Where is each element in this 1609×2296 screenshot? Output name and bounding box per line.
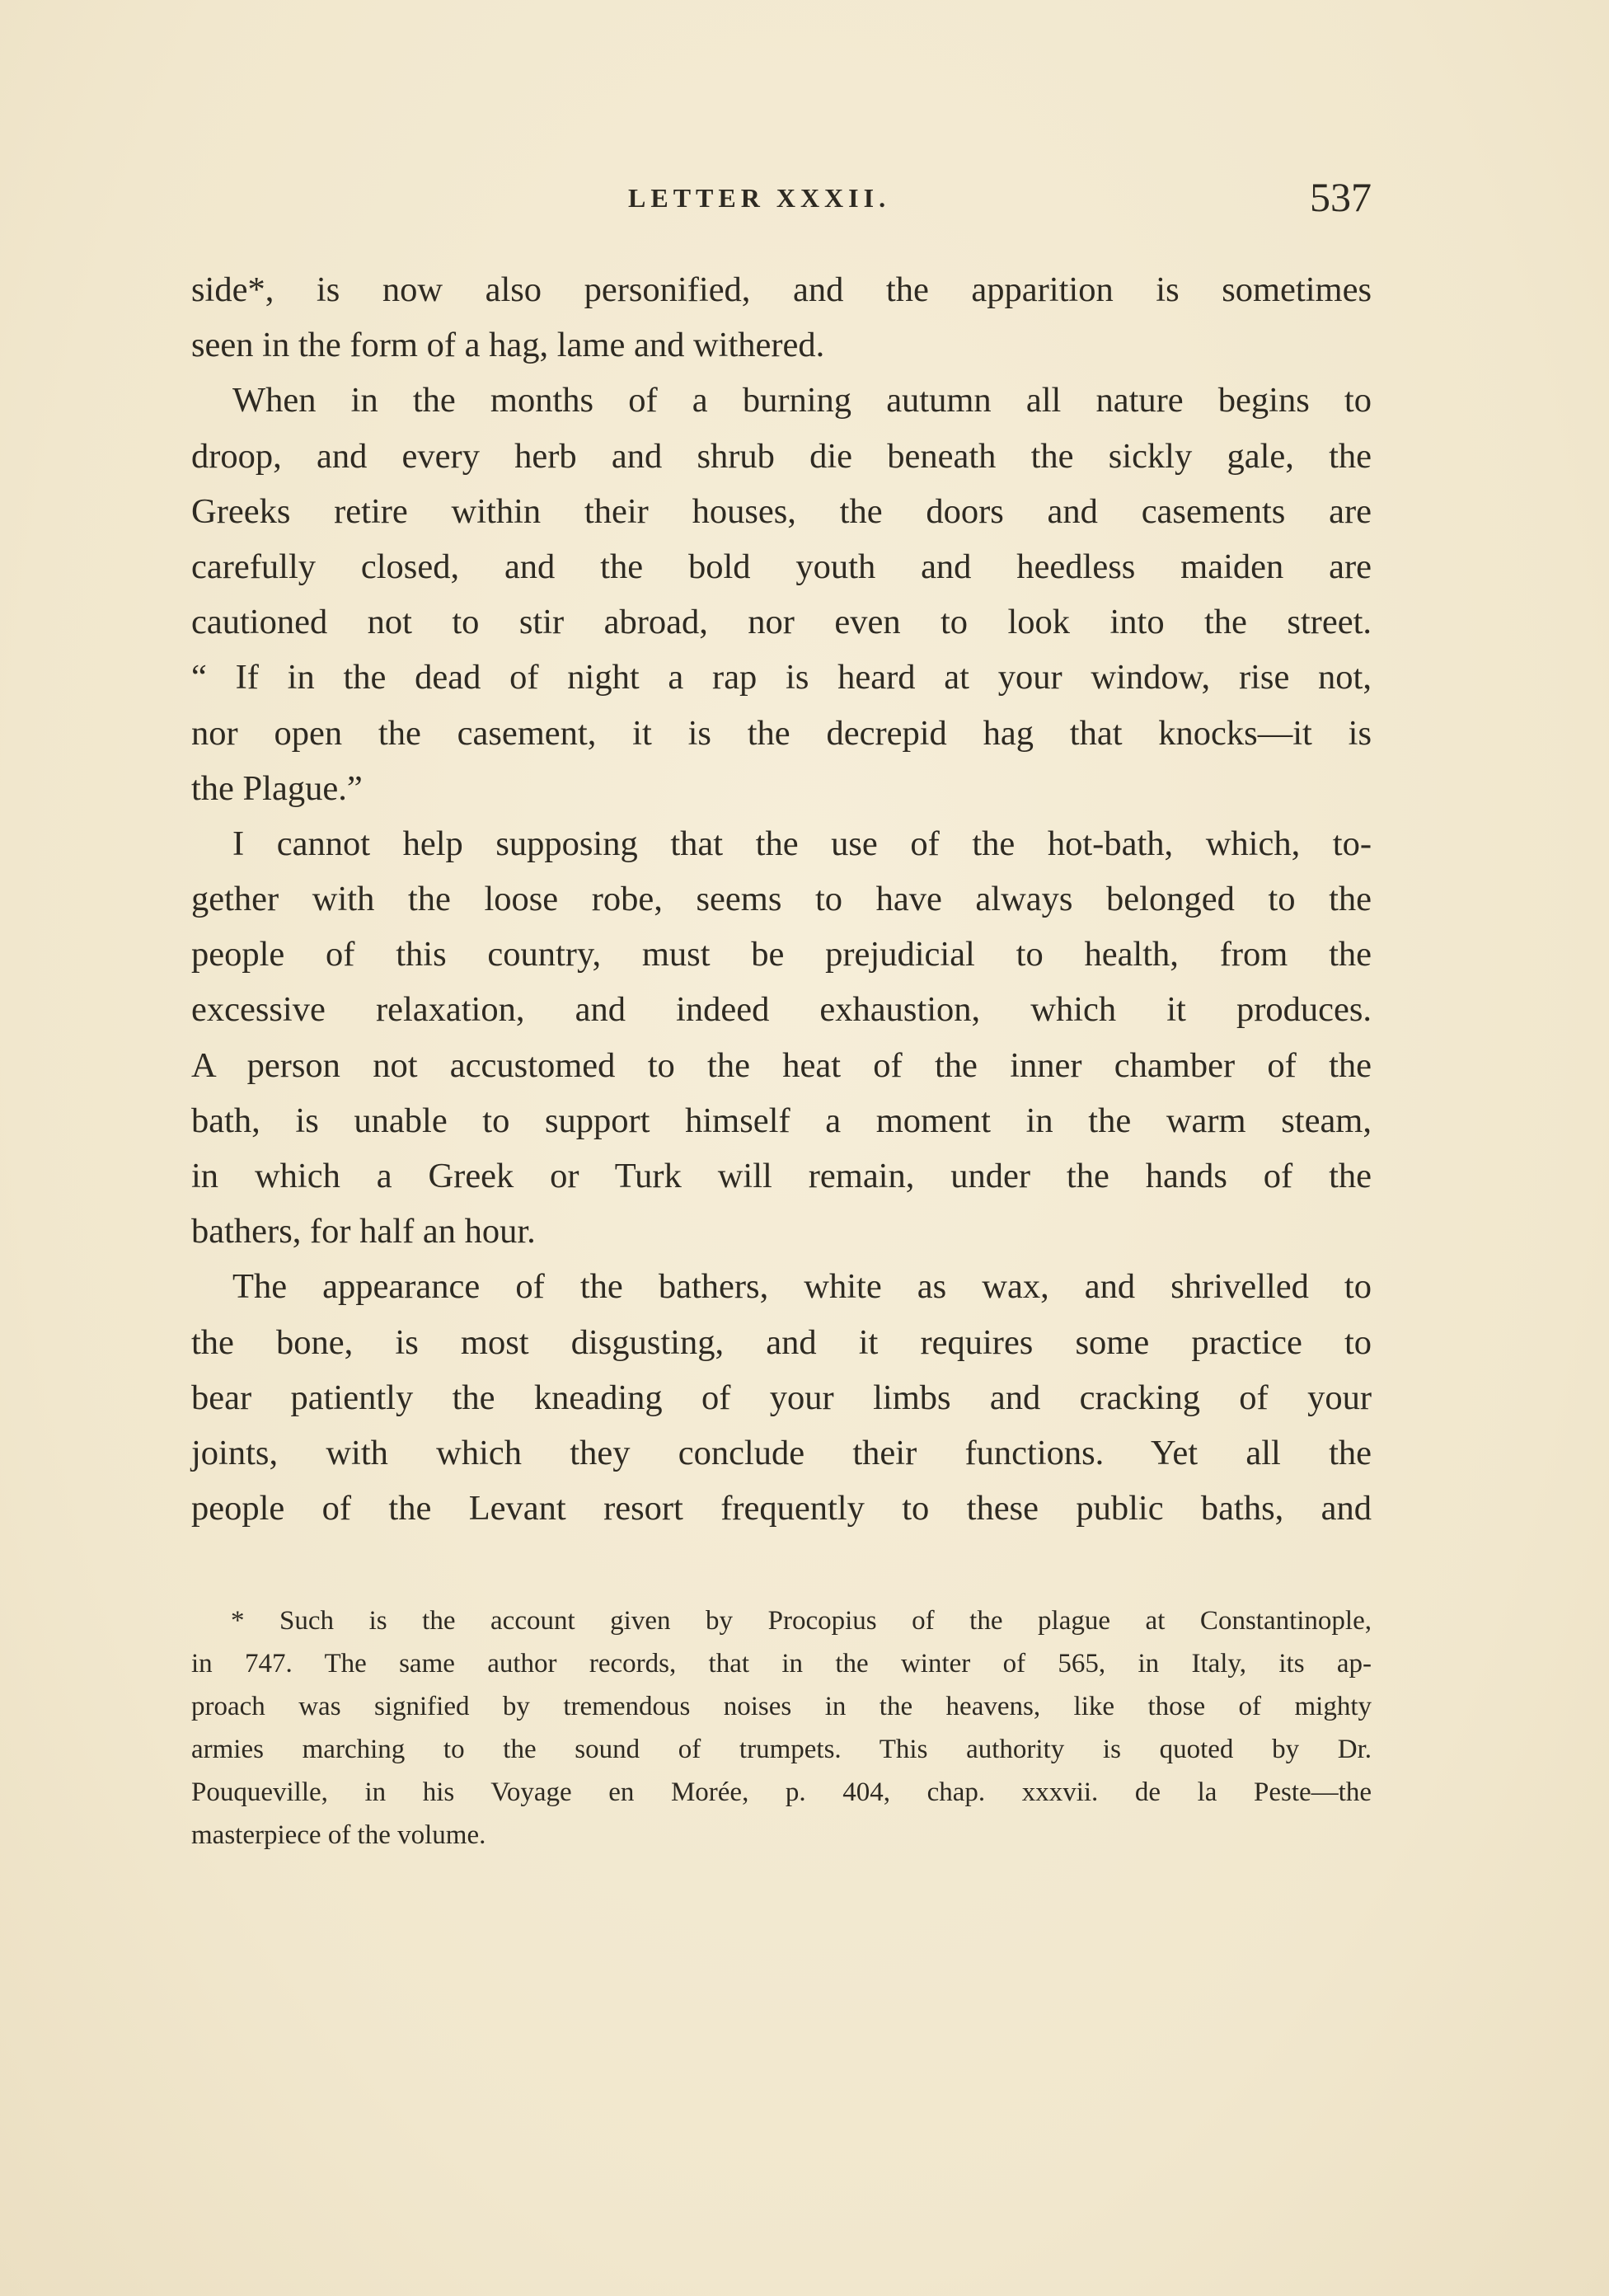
body-text [191, 262, 1372, 1536]
text-line: “ If in the dead of night a rap is heard at your window, rise not, [191, 658, 1372, 697]
text-line: people of the Levant resort frequently to these public baths, and [191, 1489, 1372, 1528]
text-line: Greeks retire within their houses, the doors and casements are [191, 491, 1372, 531]
text-line: bear patiently the kneading of your limbs and cracking of your [191, 1378, 1372, 1417]
text-line: bath, is unable to support himself a moment in the warm steam, [191, 1101, 1372, 1140]
text-line: I cannot help supposing that the use of the hot-bath, which, to- [232, 824, 1372, 863]
text-line: the Plague.” [191, 768, 363, 808]
footnote-line: proach was signified by tremendous noises in the heavens, like those of mighty [191, 1692, 1372, 1721]
running-head: LETTER XXXII. [628, 183, 891, 213]
text-line: gether with the loose robe, seems to have always belonged to the [191, 880, 1372, 919]
text-line: the bone, is most disgusting, and it requires some practice to [191, 1322, 1372, 1362]
footnote-line: * Such is the account given by Procopius of the plague at Constantinople, [231, 1606, 1372, 1636]
page-number: 537 [1310, 174, 1372, 220]
text-line: The appearance of the bathers, white as wax, and shrivelled to [232, 1267, 1372, 1307]
text-line: cautioned not to stir abroad, nor even to look into the street. [191, 603, 1372, 642]
footnote-line: in 747. The same author records, that in the winter of 565, in Italy, its ap- [191, 1649, 1372, 1679]
text-line: joints, with which they conclude their functions. Yet all the [191, 1433, 1372, 1472]
text-line: excessive relaxation, and indeed exhaustion, which it produces. [191, 990, 1372, 1030]
footnote-line: Pouqueville, in his Voyage en Morée, p. 404, chap. xxxvii. de la Peste—the [191, 1777, 1372, 1807]
page-header [191, 173, 1372, 231]
text-line: droop, and every herb and shrub die beneath the sickly gale, the [191, 436, 1372, 476]
footnote-line: armies marching to the sound of trumpets. This authority is quoted by Dr. [191, 1735, 1372, 1764]
text-line: in which a Greek or Turk will remain, under the hands of the [191, 1157, 1372, 1195]
text-line: side*, is now also personified, and the apparition is sometimes [191, 270, 1372, 309]
text-line: people of this country, must be prejudicial to health, from the [191, 935, 1372, 974]
footnotes [191, 1599, 1372, 1857]
text-line: A person not accustomed to the heat of the inner chamber of the [191, 1045, 1372, 1085]
text-line: seen in the form of a hag, lame and withered. [191, 326, 825, 365]
text-line: bathers, for half an hour. [191, 1212, 536, 1251]
text-line: When in the months of a burning autumn all nature begins to [232, 381, 1372, 420]
text-line: carefully closed, and the bold youth and heedless maiden are [191, 547, 1372, 586]
text-line: nor open the casement, it is the decrepid hag that knocks—it is [191, 713, 1372, 753]
footnote-line: masterpiece of the volume. [191, 1820, 486, 1850]
